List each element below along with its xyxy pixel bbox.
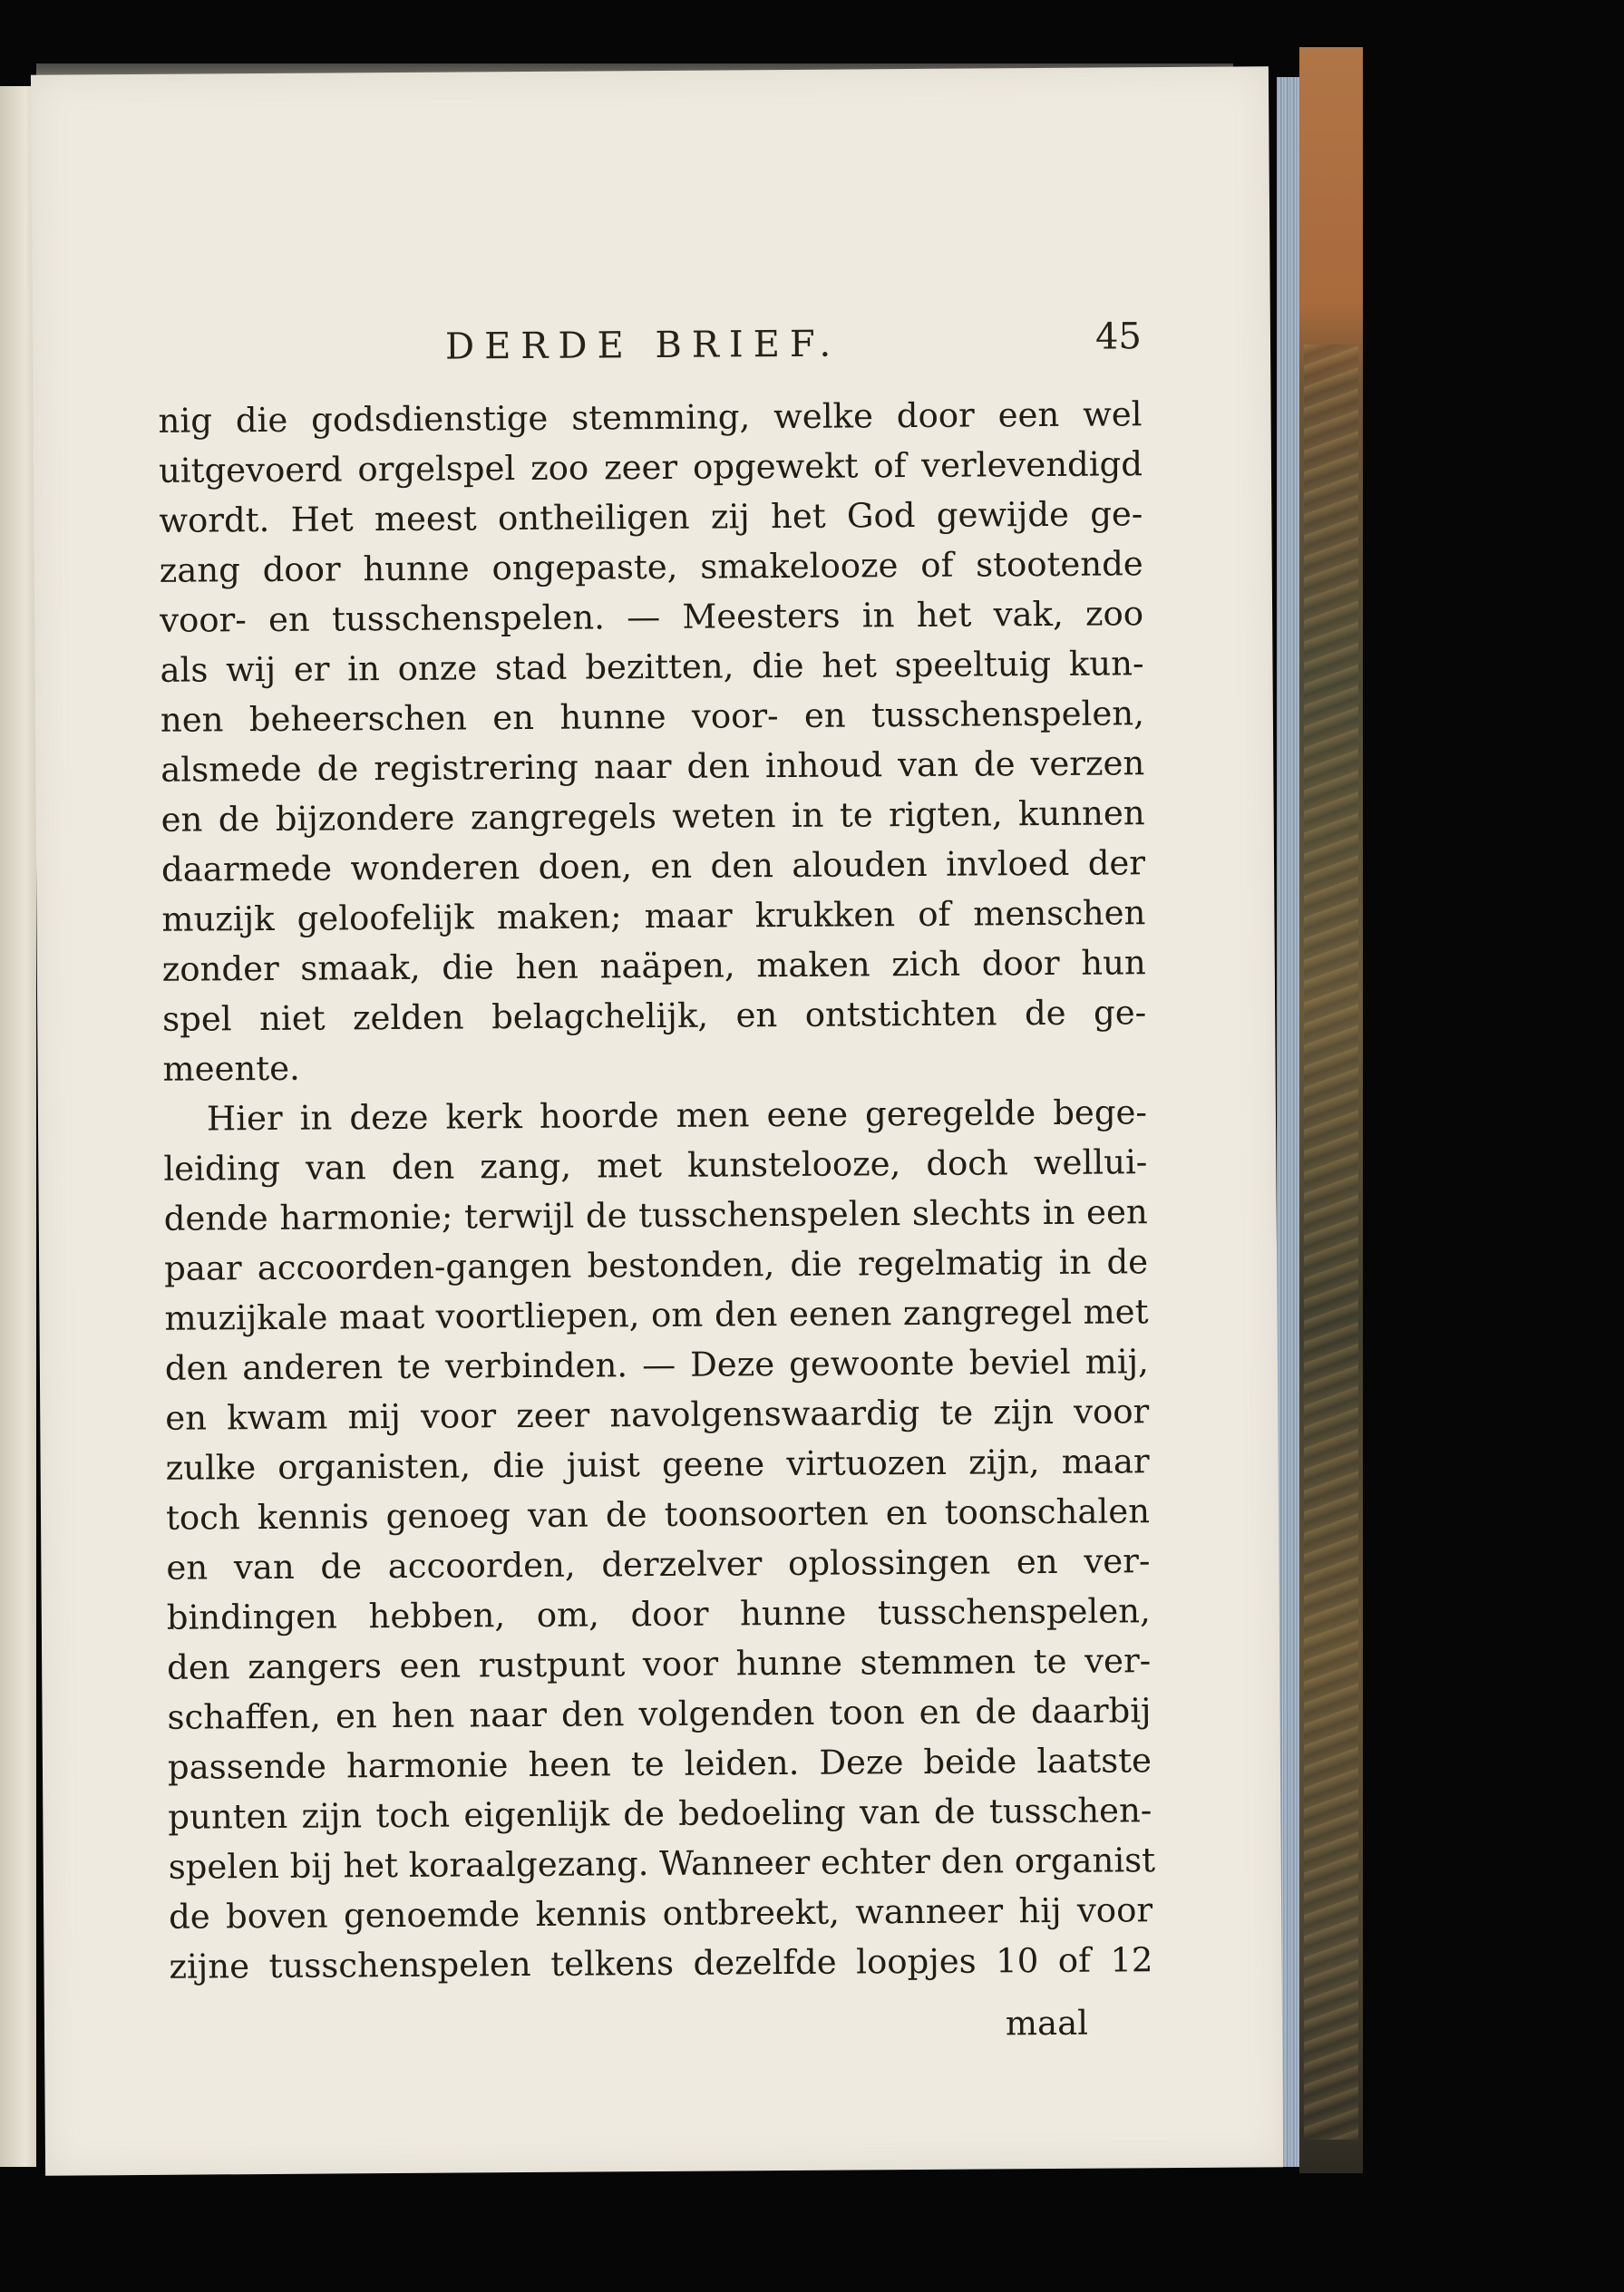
page-header	[33, 316, 1270, 384]
text-line: en van de accoorden, derzelver oplossingen en ver-	[166, 1541, 1151, 1588]
text-line: zonder smaak, die hen naäpen, maken zich door hun	[161, 943, 1146, 989]
text-line: en kwam mij voor zeer navolgenswaardig te zijn voor	[165, 1392, 1150, 1438]
text-line: voor- en tusschenspelen. — Meesters in het vak, zoo	[159, 594, 1144, 640]
text-line: spel niet zelden belagchelijk, en ontstichten de ge-	[162, 993, 1147, 1039]
text-line: schaffen, en hen naar den volgenden toon en de daarbij	[167, 1691, 1152, 1737]
catchword: maal	[1005, 2003, 1089, 2044]
text-line: bindingen hebben, om, door hunne tusschenspelen,	[166, 1591, 1151, 1637]
page-number: 45	[1094, 316, 1143, 358]
text-line: meente.	[162, 1048, 300, 1089]
text-line: zijne tusschenspelen telkens dezelfde loopjes 10 of 12	[169, 1940, 1153, 1986]
text-line: muzijkale maat voortliepen, om den eenen zangregel met	[164, 1292, 1149, 1338]
text-line: Hier in deze kerk hoorde men eene geregelde bege-	[206, 1093, 1148, 1139]
running-title: DERDE BRIEF.	[444, 323, 841, 368]
text-line: dende harmonie; terwijl de tusschenspelen slechts in een	[163, 1192, 1148, 1238]
text-line: daarmede wonderen doen, en den alouden invloed der	[160, 843, 1146, 889]
text-line: passende harmonie heen te leiden. Deze beide laatste	[167, 1741, 1152, 1787]
text-line: leiding van den zang, met kunstelooze, doch wellui-	[163, 1142, 1148, 1189]
text-line: alsmede de registrering naar den inhoud van de verzen	[160, 743, 1145, 790]
text-line: spelen bij het koraalgezang. Wanneer echter den organist	[168, 1840, 1156, 1887]
text-line: muzijk geloofelijk maken; maar krukken of menschen	[161, 893, 1146, 939]
text-line: den anderen te verbinden. — Deze gewoonte beviel mij,	[164, 1342, 1150, 1388]
text-line: zang door hunne ongepaste, smakelooze of stootende	[159, 544, 1143, 590]
marbled-cover	[1304, 345, 1358, 2140]
facing-page-edge	[0, 86, 36, 2167]
text-line: toch kennis genoeg van de toonsoorten en toonschalen	[165, 1491, 1151, 1538]
text-line: de boven genoemde kennis ontbreekt, wanneer hij voor	[168, 1890, 1153, 1937]
text-line: wordt. Het meest ontheiligen zij het God gewijde ge-	[159, 494, 1143, 540]
text-line: uitgevoerd orgelspel zoo zeer opgewekt of verlevendigd	[158, 444, 1143, 490]
text-line: punten zijn toch eigenlijk de bedoeling van de tusschen-	[168, 1791, 1152, 1837]
text-line: zulke organisten, die juist geene virtuozen zijn, maar	[165, 1442, 1150, 1488]
text-line: nen beheerschen en hunne voor- en tusschenspelen,	[160, 694, 1145, 740]
body-text	[158, 389, 1156, 1992]
text-line: en de bijzondere zangregels weten in te rigten, kunnen	[160, 793, 1145, 840]
book-page	[31, 66, 1283, 2175]
text-line: paar accoorden-gangen bestonden, die regelmatig in de	[163, 1242, 1149, 1288]
text-line: nig die godsdienstige stemming, welke door een wel	[158, 394, 1143, 441]
text-line: den zangers een rustpunt voor hunne stemmen te ver-	[167, 1641, 1152, 1687]
text-line: als wij er in onze stad bezitten, die het speeltuig kun-	[160, 644, 1144, 690]
